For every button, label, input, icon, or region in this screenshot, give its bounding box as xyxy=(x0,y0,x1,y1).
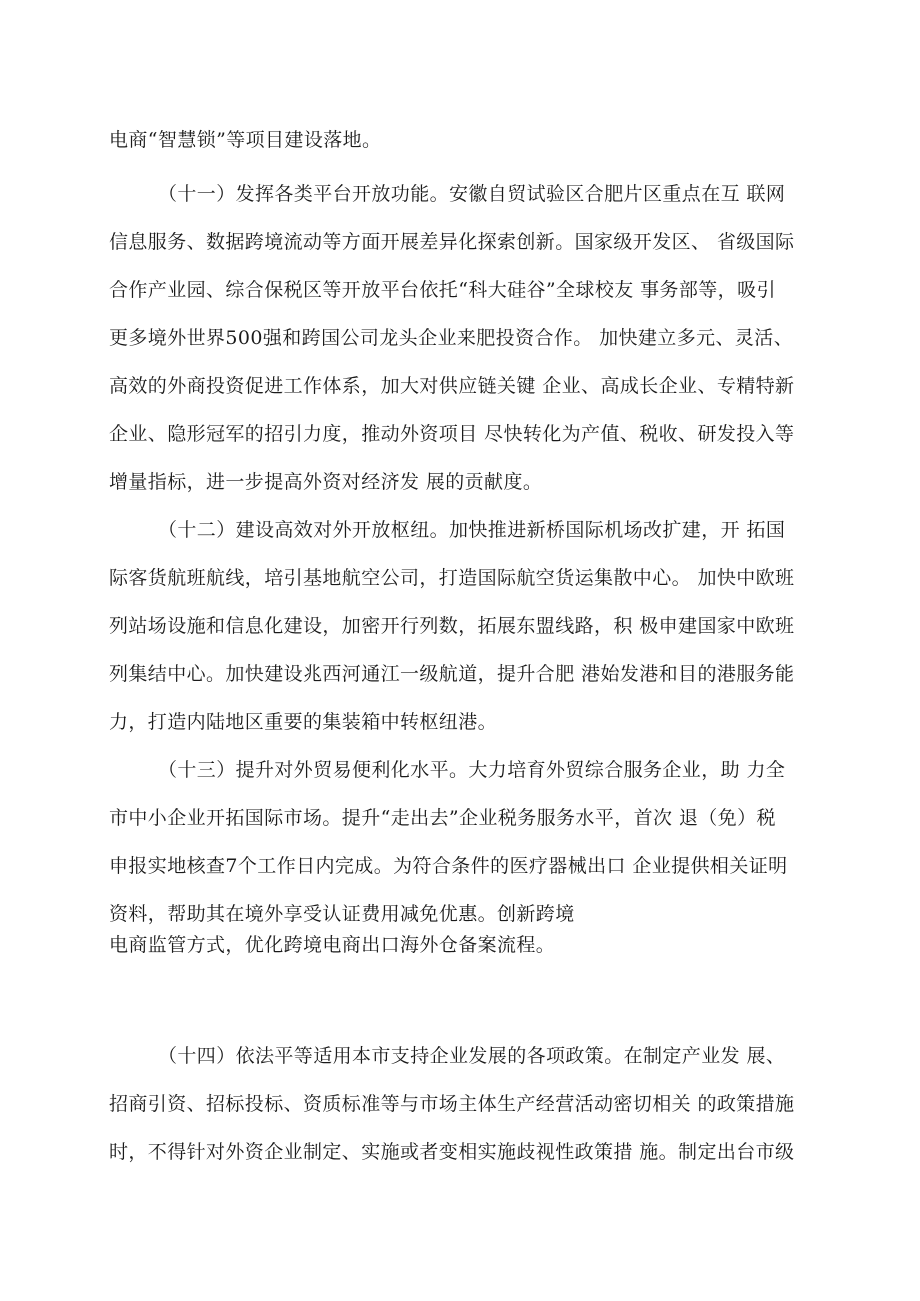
text-line-17: 资料，帮助其在境外享受认证费用减免优惠。创新跨境 xyxy=(109,903,575,925)
text-line-19: （十四）依法平等适用本市支持企业发展的各项政策。在制定产业发 展、 xyxy=(158,1045,786,1067)
text-line-18: 电商监管方式，优化跨境电商出口海外仓备案流程。 xyxy=(109,934,556,956)
text-line-13: 力，打造内陆地区重要的集装箱中转枢纽港。 xyxy=(109,711,498,733)
text-line-5: 更多境外世界500强和跨国公司龙头企业来肥投资合作。 加快建立多元、灵活、 xyxy=(109,327,794,349)
text-line-8: 增量指标，进一步提高外资对经济发 展的贡献度。 xyxy=(109,471,543,493)
text-line-9: （十二）建设高效对外开放枢纽。加快推进新桥国际机场改扩建，开 拓国 xyxy=(158,519,786,541)
text-line-7: 企业、隐形冠军的招引力度，推动外资项目 尽快转化为产值、税收、研发投入等 xyxy=(109,423,795,445)
text-line-15: 市中小企业开拓国际市场。提升“走出去”企业税务服务水平，首次 退（免）税 xyxy=(109,807,776,829)
text-line-10: 际客货航班航线，培引基地航空公司，打造国际航空货运集散中心。 加快中欧班 xyxy=(109,567,795,589)
text-line-1: 电商“智慧锁”等项目建设落地。 xyxy=(109,129,382,151)
text-line-16: 申报实地核查7个工作日内完成。为符合条件的医疗器械出口 企业提供相关证明 xyxy=(109,855,788,877)
text-line-14: （十三）提升对外贸易便利化水平。大力培育外贸综合服务企业，助 力全 xyxy=(158,759,786,781)
text-line-12: 列集结中心。加快建设兆西河通江一级航道，提升合肥 港始发港和目的港服务能 xyxy=(109,663,795,685)
text-line-11: 列站场设施和信息化建设，加密开行列数，拓展东盟线路，积 极申建国家中欧班 xyxy=(109,615,795,637)
text-line-3: 信息服务、数据跨境流动等方面开展差异化探索创新。国家级开发区、 省级国际 xyxy=(109,231,795,253)
text-line-2: （十一）发挥各类平台开放功能。安徽自贸试验区合肥片区重点在互 联网 xyxy=(158,183,786,205)
text-line-20: 招商引资、招标投标、资质标准等与市场主体生产经营活动密切相关 的政策措施 xyxy=(109,1093,795,1115)
text-line-4: 合作产业园、综合保税区等开放平台依托“科大硅谷”全球校友 事务部等，吸引 xyxy=(109,279,776,301)
text-line-21: 时，不得针对外资企业制定、实施或者变相实施歧视性政策措 施。制定出台市级 xyxy=(109,1141,795,1163)
text-line-6: 高效的外商投资促进工作体系，加大对供应链关键 企业、高成长企业、专精特新 xyxy=(109,375,795,397)
